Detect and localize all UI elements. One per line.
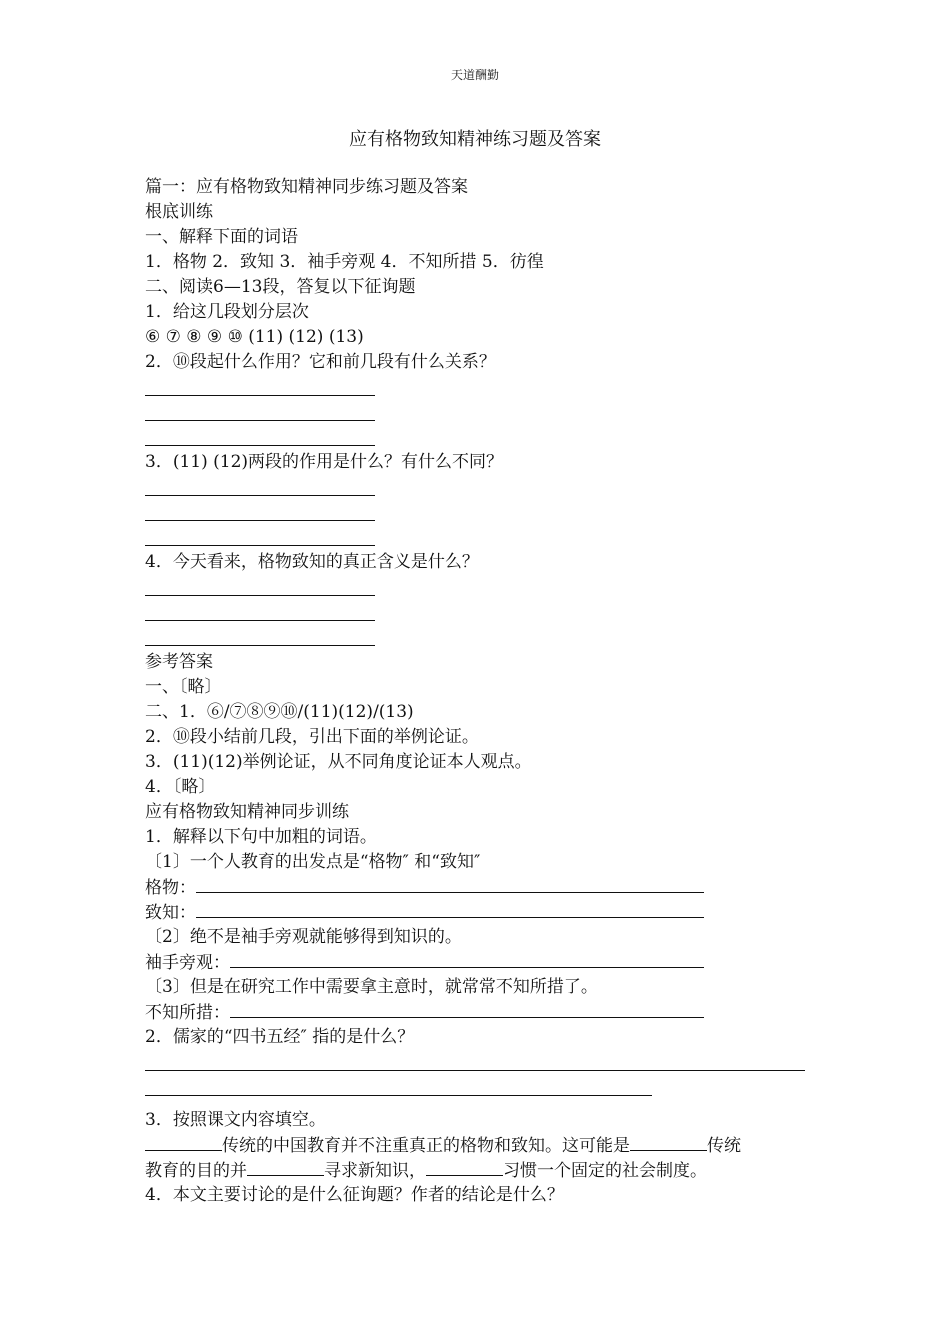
fill-line	[145, 950, 825, 975]
word-list: 1．格物 2．致知 3．袖手旁观 4．不知所措 5．彷徨	[145, 252, 544, 272]
answer-blank[interactable]	[196, 875, 704, 893]
cloze-text: 传统的中国教育并不注重真正的格物和致知。这可能是	[222, 1136, 630, 1156]
subheading: 根底训练	[145, 202, 213, 222]
sub-question: 〔2〕绝不是袖手旁观就能够得到知识的。	[145, 927, 462, 947]
question: 4．今天看来，格物致知的真正含义是什么？	[145, 552, 479, 572]
answer-blank[interactable]	[145, 600, 825, 625]
answer: 一、〔略〕	[145, 677, 222, 697]
question-heading: 二、阅读6—13段，答复以下征询题	[145, 277, 416, 297]
answer-blank[interactable]	[230, 950, 704, 968]
answer-blank[interactable]	[145, 425, 825, 450]
fill-line	[145, 1000, 825, 1025]
answer-blank[interactable]	[145, 400, 825, 425]
fill-label: 格物：	[145, 878, 196, 898]
question: 1．给这几段划分层次	[145, 302, 309, 322]
answer-blank[interactable]	[145, 625, 825, 650]
fill-line	[145, 875, 825, 900]
answer-blank[interactable]	[630, 1133, 707, 1151]
answer-blank[interactable]	[145, 475, 825, 500]
answer: 二、1．⑥/⑦⑧⑨⑩/(11)(12)/(13)	[145, 702, 414, 722]
sub-question: 〔1〕一个人教育的出发点是“格物″ 和“致知″	[145, 852, 481, 872]
question: 3．(11) (12)两段的作用是什么？有什么不同？	[145, 452, 504, 472]
answer-blank[interactable]	[145, 1075, 825, 1100]
fill-line	[145, 900, 825, 925]
question: 1．解释以下句中加粗的词语。	[145, 827, 377, 847]
answer-blank[interactable]	[145, 500, 825, 525]
answer-blank[interactable]	[145, 375, 825, 400]
question: 2．⑩段起什么作用？它和前几段有什么关系？	[145, 352, 496, 372]
answer-blank[interactable]	[426, 1158, 503, 1176]
answer: 2．⑩段小结前几段，引出下面的举例论证。	[145, 727, 479, 747]
question: 3．按照课文内容填空。	[145, 1110, 326, 1130]
answers-heading: 参考答案	[145, 652, 213, 672]
fill-label: 不知所措：	[145, 1003, 230, 1023]
answer-blank[interactable]	[247, 1158, 324, 1176]
cloze-line	[145, 1133, 825, 1158]
question: 4．本文主要讨论的是什么征询题？作者的结论是什么？	[145, 1185, 564, 1205]
fill-label: 致知：	[145, 903, 196, 923]
paragraph-numbers: ⑥ ⑦ ⑧ ⑨ ⑩ (11) (12) (13)	[145, 327, 364, 347]
question-heading: 一、解释下面的词语	[145, 227, 298, 247]
document-body	[145, 175, 825, 1208]
cloze-text: 教育的目的并	[145, 1161, 247, 1181]
answer-blank[interactable]	[145, 525, 825, 550]
fill-label: 袖手旁观：	[145, 953, 230, 973]
answer-blank[interactable]	[145, 1133, 222, 1151]
cloze-line	[145, 1158, 825, 1183]
sub-question: 〔3〕但是在研究工作中需要拿主意时，就常常不知所措了。	[145, 977, 598, 997]
cloze-text: 习惯一个固定的社会制度。	[503, 1161, 707, 1181]
cloze-text: 寻求新知识，	[324, 1161, 426, 1181]
document-title: 应有格物致知精神练习题及答案	[349, 129, 601, 150]
answer-blank[interactable]	[145, 575, 825, 600]
answer-blank[interactable]	[196, 900, 704, 918]
answer: 4．〔略〕	[145, 777, 216, 797]
page-header: 天道酬勤	[450, 68, 499, 82]
answer-blank[interactable]	[230, 1000, 704, 1018]
answer: 3．(11)(12)举例论证，从不同角度论证本人观点。	[145, 752, 532, 772]
question: 2．儒家的“四书五经″ 指的是什么？	[145, 1027, 415, 1047]
section-heading: 应有格物致知精神同步训练	[145, 802, 349, 822]
section-heading: 篇一：应有格物致知精神同步练习题及答案	[145, 177, 468, 197]
cloze-text: 传统	[707, 1136, 741, 1156]
answer-blank[interactable]	[145, 1050, 825, 1075]
